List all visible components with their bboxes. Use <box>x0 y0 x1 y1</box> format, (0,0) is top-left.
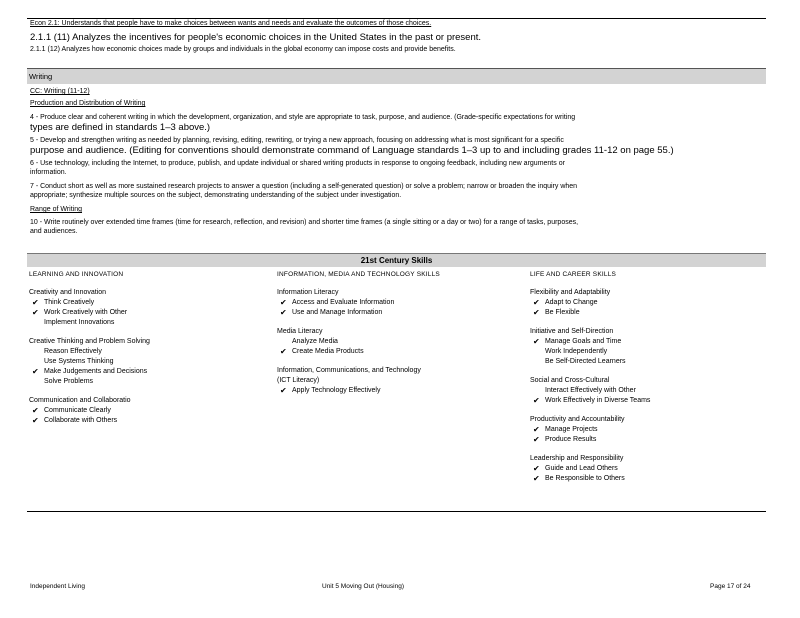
skill-group-title: Creativity and Innovation <box>29 289 107 296</box>
skill-group-title: Initiative and Self-Direction <box>530 328 614 335</box>
skill-item <box>530 464 770 474</box>
skill-item <box>277 308 517 318</box>
checkmark-icon: ✔ <box>533 337 540 346</box>
skill-item-label: Work Independently <box>545 348 608 355</box>
skill-item-label: Work Effectively in Diverse Teams <box>545 397 651 404</box>
skill-item <box>29 298 269 308</box>
skill-group-title: Leadership and Responsibility <box>530 455 624 462</box>
checkmark-icon: ✔ <box>32 406 39 415</box>
skill-group-title: Media Literacy <box>277 328 323 335</box>
writing-item-6a: 6 - Use technology, including the Internet, to produce, publish, and update individual or shared writing products in response to ongoing feedback, including new arguments or <box>30 160 565 167</box>
skill-item <box>530 425 770 435</box>
checkmark-icon: ✔ <box>280 308 287 317</box>
skill-item-label: Use and Manage Information <box>292 309 383 316</box>
checkmark-icon: ✔ <box>32 308 39 317</box>
skill-item-label: Analyze Media <box>292 338 338 345</box>
skill-group <box>530 376 770 406</box>
skill-item-label: Apply Technology Effectively <box>292 387 381 394</box>
footer-page-number: Page 17 of 24 <box>710 583 751 590</box>
skill-item-label: Be Self-Directed Learners <box>545 358 626 365</box>
footer-course: Independent Living <box>30 583 85 590</box>
skill-item <box>29 377 269 387</box>
skill-item-label: Manage Goals and Time <box>545 338 622 345</box>
skill-item-label: Use Systems Thinking <box>44 358 114 365</box>
production-heading: Production and Distribution of Writing <box>30 100 146 107</box>
skills-column-heading: INFORMATION, MEDIA AND TECHNOLOGY SKILLS <box>277 271 440 278</box>
skills-column-learning <box>29 270 269 435</box>
skills-bottom-rule <box>27 511 766 512</box>
skill-group-title: Creative Thinking and Problem Solving <box>29 338 150 345</box>
skill-item <box>277 386 517 396</box>
skill-item <box>29 406 269 416</box>
skill-item <box>29 416 269 426</box>
skill-group-title: Productivity and Accountability <box>530 416 625 423</box>
skill-item <box>29 347 269 357</box>
skill-item-label: Collaborate with Others <box>44 417 118 424</box>
skills-column-information <box>277 270 517 405</box>
writing-item-5b: purpose and audience. (Editing for conventions should demonstrate command of Language standards 1–3 up to and including grades 11-12 on page 55.) <box>30 145 674 156</box>
skill-item-label: Work Creatively with Other <box>44 309 128 316</box>
skill-item <box>530 396 770 406</box>
skill-item-label: Be Flexible <box>545 309 580 316</box>
skill-item <box>29 318 269 328</box>
range-heading: Range of Writing <box>30 206 83 213</box>
checkmark-icon: ✔ <box>533 396 540 405</box>
skill-item <box>29 357 269 367</box>
writing-item-7b: appropriate; synthesize multiple sources on the subject, demonstrating understanding of the subject under investigation. <box>30 192 402 199</box>
writing-item-7a: 7 - Conduct short as well as more sustained research projects to answer a question (including a self-generated question) or solve a problem; narrow or broaden the inquiry when <box>30 183 578 190</box>
checkmark-icon: ✔ <box>533 464 540 473</box>
checkmark-icon: ✔ <box>533 308 540 317</box>
skill-group-title: Flexibility and Adaptability <box>530 289 611 296</box>
skill-item-label: Create Media Products <box>292 348 364 355</box>
skill-item-label: Communicate Clearly <box>44 407 111 414</box>
skill-group <box>29 288 269 328</box>
skill-item <box>277 347 517 357</box>
skill-item-label: Guide and Lead Others <box>545 465 618 472</box>
skill-group-title: Social and Cross-Cultural <box>530 377 610 384</box>
skill-item <box>530 298 770 308</box>
skill-item <box>530 337 770 347</box>
checkmark-icon: ✔ <box>280 298 287 307</box>
econ-substandard-line: 2.1.1 (12) Analyzes how economic choices made by groups and individuals in the global economy can impose costs and provide benefits. <box>30 46 456 53</box>
skill-item <box>530 308 770 318</box>
skill-group <box>29 396 269 426</box>
skill-item-label: Produce Results <box>545 436 597 443</box>
skill-item <box>29 367 269 377</box>
skill-group <box>530 288 770 318</box>
skill-group <box>277 366 517 396</box>
skill-item-label: Be Responsible to Others <box>545 475 625 482</box>
checkmark-icon: ✔ <box>32 416 39 425</box>
skill-group <box>530 327 770 367</box>
writing-item-4b: types are defined in standards 1–3 above.) <box>30 122 211 133</box>
writing-cc-line: CC: Writing (11-12) <box>30 88 90 95</box>
skill-item <box>530 357 770 367</box>
checkmark-icon: ✔ <box>32 367 39 376</box>
skill-item-label: Reason Effectively <box>44 348 102 355</box>
skill-group <box>29 337 269 387</box>
skill-item <box>530 386 770 396</box>
skill-item-label: Make Judgements and Decisions <box>44 368 148 375</box>
checkmark-icon: ✔ <box>533 425 540 434</box>
checkmark-icon: ✔ <box>32 298 39 307</box>
skill-item-label: Manage Projects <box>545 426 598 433</box>
skill-item-label: Adapt to Change <box>545 299 598 306</box>
skill-group-subtitle: (ICT Literacy) <box>277 377 320 384</box>
skill-item-label: Think Creatively <box>44 299 95 306</box>
skill-item <box>530 474 770 484</box>
skill-group <box>530 454 770 484</box>
skill-item <box>530 435 770 445</box>
skill-item <box>277 298 517 308</box>
skill-item-label: Solve Problems <box>44 378 94 385</box>
checkmark-icon: ✔ <box>280 347 287 356</box>
writing-header: Writing <box>29 72 53 81</box>
skill-item <box>277 337 517 347</box>
skill-group <box>530 415 770 445</box>
writing-item-10a: 10 - Write routinely over extended time frames (time for research, reflection, and revision) and shorter time frames (a single sitting or a day or two) for a range of tasks, purposes, <box>30 219 579 226</box>
skills-column-heading: LIFE AND CAREER SKILLS <box>530 271 617 278</box>
skill-item-label: Implement Innovations <box>44 319 115 326</box>
writing-item-5a: 5 - Develop and strengthen writing as needed by planning, revising, editing, rewriting, or trying a new approach, focusing on addressing what is most significant for a specific <box>30 137 564 144</box>
checkmark-icon: ✔ <box>533 474 540 483</box>
skill-item-label: Access and Evaluate Information <box>292 299 395 306</box>
skill-item <box>29 308 269 318</box>
writing-item-6b: information. <box>30 169 67 176</box>
checkmark-icon: ✔ <box>533 298 540 307</box>
writing-item-4a: 4 - Produce clear and coherent writing in which the development, organization, and style are appropriate to task, purpose, and audience. (Grade-specific expectations for writing <box>30 114 576 121</box>
skill-group-title: Information, Communications, and Technology <box>277 367 421 374</box>
econ-standard: Econ 2.1: Understands that people have to make choices between wants and needs and evaluate the outcomes of those choices. <box>30 20 432 27</box>
skills-header-bar <box>27 253 766 267</box>
checkmark-icon: ✔ <box>280 386 287 395</box>
skills-column-heading: LEARNING AND INNOVATION <box>29 271 124 278</box>
writing-header-bar <box>27 68 766 84</box>
skill-group <box>277 327 517 357</box>
skill-item <box>530 347 770 357</box>
skills-column-life-career <box>530 270 770 493</box>
skill-group <box>277 288 517 318</box>
skill-group-title: Information Literacy <box>277 289 339 296</box>
writing-item-10b: and audiences. <box>30 228 78 235</box>
checkmark-icon: ✔ <box>533 435 540 444</box>
footer-unit: Unit 5 Moving Out (Housing) <box>322 583 405 590</box>
skill-item-label: Interact Effectively with Other <box>545 387 636 394</box>
skills-header: 21st Century Skills <box>360 256 433 265</box>
skill-group-title: Communication and Collaboratio <box>29 397 131 404</box>
econ-substandard-title: 2.1.1 (11) Analyzes the incentives for people's economic choices in the United States in the past or present. <box>30 32 482 43</box>
